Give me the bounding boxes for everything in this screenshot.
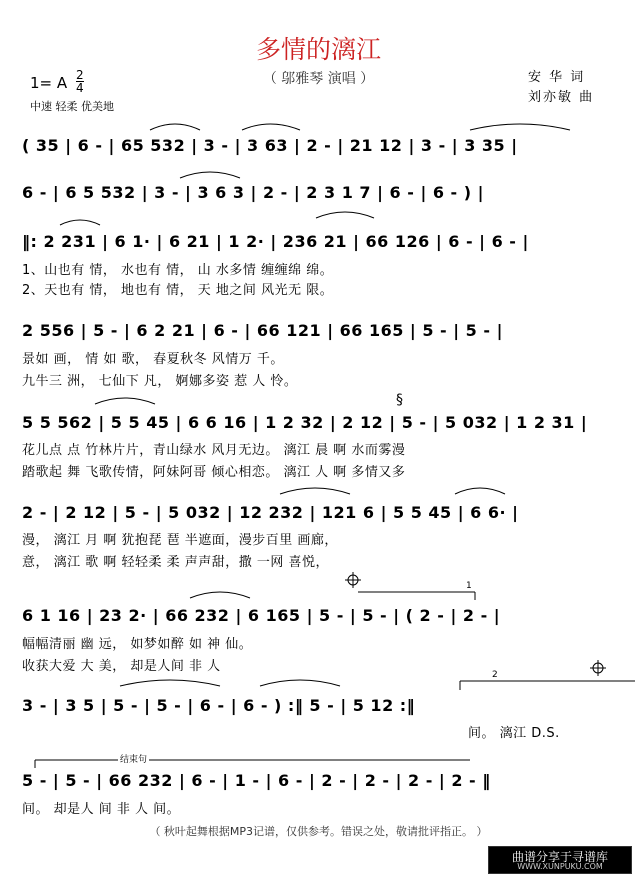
tempo-marking: 中速 轻柔 优美地 — [30, 100, 114, 113]
score-row-5-lyric-1: 花儿点 点 竹林片片，青山绿水 风月无边。 漓江 晨 啊 水而雾漫 — [22, 443, 406, 458]
transcription-note: （ 秋叶起舞根据MP3记谱，仅供参考。错误之处，敬请批评指正。 ） — [149, 825, 488, 838]
score-row-3-lyric-1: 1、山也有 情， 水也有 情， 山 水多情 缠缠绵 绵。 — [22, 263, 334, 278]
score-row-7-notes: 6 1 16 | 23 2· | 66 232 | 6 165 | 5 - | 5 - | ( 2 - | 2 - | — [22, 606, 501, 625]
score-row-6-lyric-1: 漫， 漓江 月 啊 犹抱琵 琶 半遮面，漫步百里 画廊， — [22, 533, 338, 548]
song-title: 多情的漓江 — [255, 35, 381, 64]
score-row-8-lyric-1: 间。 漓江 D.S. — [468, 726, 560, 741]
score-row-8-notes: 3 - | 3 5 | 5 - | 5 - | 6 - | 6 - ) :‖ 5 - | 5 12 :‖ — [22, 696, 416, 715]
volta-1-label: 1 — [466, 581, 472, 591]
site-watermark[interactable] — [488, 846, 632, 874]
ending-label: 结束句 — [118, 752, 149, 765]
score-row-2-notes: 6 - | 6 5 532 | 3 - | 3 6 3 | 2 - | 2 3 1 7 | 6 - | 6 - ) | — [22, 183, 484, 202]
score-row-6-notes: 2 - | 2 12 | 5 - | 5 032 | 12 232 | 121 6 | 5 5 45 | 6 6· | — [22, 503, 519, 522]
score-row-1-notes: ( 35 | 6 - | 65 532 | 3 - | 3 63 | 2 - | 21 12 | 3 - | 3 35 | — [22, 136, 518, 155]
score-row-4-lyric-1: 景如 画， 情 如 歌， 春夏秋冬 风情万 千。 — [22, 352, 284, 367]
site-url: WWW.XUNPUKU.COM — [517, 862, 603, 871]
score-row-4-notes: 2 556 | 5 - | 6 2 21 | 6 - | 66 121 | 66 165 | 5 - | 5 - | — [22, 321, 503, 340]
time-signature-bottom: 4 — [76, 81, 84, 95]
score-row-7-lyric-2: 收获大爱 大 美， 却是人间 非 人 — [22, 659, 221, 674]
score-row-3-notes: ‖: 2 231 | 6 1· | 6 21 | 1 2· | 236 21 | 66 126 | 6 - | 6 - | — [22, 232, 529, 251]
site-name: 曲谱分享于寻谱库 — [511, 850, 608, 864]
score-row-9-lyric-1: 间。 却是人 间 非 人 间。 — [22, 802, 181, 817]
key-signature: 1= A — [30, 74, 68, 92]
score-row-6-lyric-2: 意， 漓江 歌 啊 轻轻柔 柔 声声甜，撒 一网 喜悦， — [22, 555, 330, 570]
time-signature-top: 2 — [76, 68, 84, 82]
score-row-9-notes: 5 - | 5 - | 66 232 | 6 - | 1 - | 6 - | 2 - | 2 - | 2 - | 2 - ‖ — [22, 771, 491, 790]
score-row-3-lyric-2: 2、天也有 情， 地也有 情， 天 地之间 风光无 限。 — [22, 283, 334, 298]
score-row-5-lyric-2: 踏歌起 舞 飞歌传情，阿妹阿哥 倾心相恋。 漓江 人 啊 多情又多 — [22, 465, 406, 480]
volta-2-label: 2 — [492, 670, 498, 680]
coda-icon-1 — [345, 572, 361, 588]
singer-credit: （ 邬雅琴 演唱 ） — [262, 71, 375, 87]
score-row-5-notes: 5 5 562 | 5 5 45 | 6 6 16 | 1 2 32 | 2 12 | 5 - | 5 032 | 1 2 31 | — [22, 413, 588, 432]
coda-icon-2 — [590, 660, 606, 676]
composer-credit: 刘亦敏 曲 — [528, 90, 595, 105]
score-row-7-lyric-1: 幅幅清丽 幽 远， 如梦如醉 如 神 仙。 — [22, 637, 253, 652]
lyricist-credit: 安 华 词 — [528, 70, 586, 85]
segno-icon: § — [396, 392, 403, 408]
score-row-4-lyric-2: 九牛三 洲， 七仙下 凡， 婀娜多姿 惹 人 怜。 — [22, 374, 298, 389]
